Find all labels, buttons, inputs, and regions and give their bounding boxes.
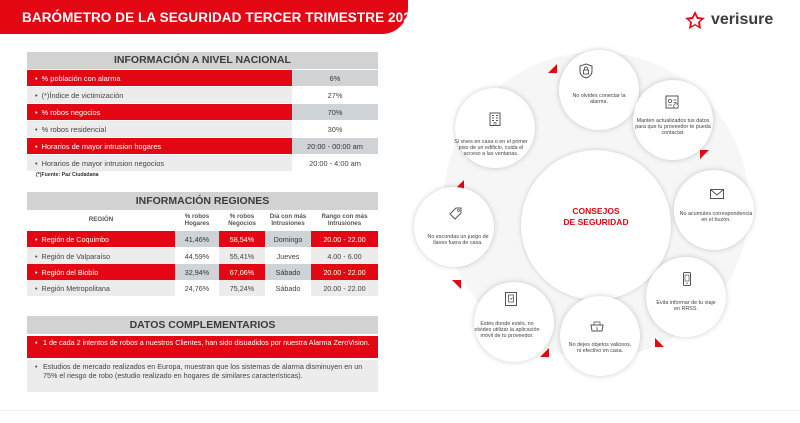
region-hogares: 44,59% xyxy=(175,248,219,264)
region-hogares: 32,94% xyxy=(175,264,219,280)
region-negocios: 58,54% xyxy=(229,234,255,244)
nacional-row-label: % robos residencial xyxy=(41,124,107,134)
tip-text: Estés donde estés, no olvides utilizar la aplicación móvil de tu proveedor. xyxy=(474,321,540,340)
region-negocios: 75,24% xyxy=(229,283,255,293)
region-negocios: 55,41% xyxy=(229,251,255,261)
header-bar xyxy=(0,0,419,34)
region-rango: 20.00 - 22.00 xyxy=(323,283,366,293)
nacional-row-value: 20:00 - 4:00 am xyxy=(292,155,378,171)
tip-text: No escondas un juego de llaves fuera de casa. xyxy=(427,234,489,247)
tip-card xyxy=(560,296,640,376)
nacional-row: • Horarios de mayor intrusion hogares 20:00 - 00:00 am xyxy=(27,138,378,154)
region-name: Región de Coquimbo xyxy=(41,234,110,244)
nacional-section-title: INFORMACIÓN A NIVEL NACIONAL xyxy=(27,52,378,69)
accent-triangle xyxy=(452,280,461,289)
page-title: BARÓMETRO DE LA SEGURIDAD TERCER TRIMESTRE 2020 xyxy=(22,10,419,25)
tip-text: Manten actualizados tus datos para que tu proveedor te pueda contactar. xyxy=(635,118,711,137)
table-row: • Región del Biobío 32,94% 67,06% Sábado 20.00 - 22.00 xyxy=(27,264,378,280)
table-row: • Región Metropolitana 24,76% 75,24% Sábado 20.00 - 22.00 xyxy=(27,280,378,296)
list-item: • 1 de cada 2 intentos de robos a nuestros Clientes, han sido disuadidos por nuestra Alarma ZeroVision. xyxy=(27,336,378,358)
region-dia: Domingo xyxy=(265,231,311,247)
mail-icon xyxy=(709,186,725,202)
nacional-row-value: 20:00 - 00:00 am xyxy=(292,138,378,154)
complementario-text: 1 de cada 2 intentos de robos a nuestros Clientes, han sido disuadidos por nuestra Alarma ZeroVision. xyxy=(43,338,370,347)
header-region: REGIÓN xyxy=(88,216,114,224)
verisure-logo-icon xyxy=(683,10,707,30)
region-rango: 20.00 - 22.00 xyxy=(323,234,366,244)
nacional-row-value: 6% xyxy=(292,70,378,86)
regiones-section-title: INFORMACIÓN REGIONES xyxy=(27,192,378,210)
nacional-row-label: Horarios de mayor intrusion hogares xyxy=(41,141,162,151)
accent-triangle xyxy=(548,64,557,73)
lock-icon xyxy=(578,63,594,79)
region-name: Región de Valparaíso xyxy=(41,251,111,261)
list-item: • Estudios de mercado realizados en Europa, muestran que los sistemas de alarma disminuyen en un 75% el riesgo de robo (estudio realizado en hogares de similares características). xyxy=(27,360,378,392)
brand-logo xyxy=(683,9,773,31)
tip-card xyxy=(414,187,494,267)
region-dia: Jueves xyxy=(265,248,311,264)
table-row: • Región de Valparaíso 44,59% 55,41% Jueves 4.00 - 6.00 xyxy=(27,248,378,264)
accent-triangle xyxy=(655,338,664,347)
complementarios-section-title: DATOS COMPLEMENTARIOS xyxy=(27,316,378,334)
table-row: • Región de Coquimbo 41,46% 58,54% Domingo 20.00 - 22.00 xyxy=(27,231,378,247)
nacional-row-value: 30% xyxy=(292,121,378,137)
complementario-text: Estudios de mercado realizados en Europa, muestran que los sistemas de alarma disminuyen en un 75% el riesgo de robo (estudio realizado en hogares de similares características). xyxy=(43,362,363,380)
svg-text:$: $ xyxy=(595,325,599,331)
accent-triangle xyxy=(700,150,709,159)
nacional-row: • % población con alarma 6% xyxy=(27,70,378,86)
region-rango: 20.00 - 22.00 xyxy=(323,267,366,277)
nacional-row-label: Horarios de mayor intrusion negocios xyxy=(41,158,165,168)
tip-text: Si vives en casa o en el primer piso de un edificio, cuida el acceso a las ventanas. xyxy=(454,139,528,158)
tip-text: No olvides conectar la alarma. xyxy=(572,93,626,106)
nacional-row-label: (*)Índice de victimización xyxy=(41,90,124,100)
phone-icon xyxy=(679,271,695,287)
nacional-row: • % robos residencial 30% xyxy=(27,121,378,137)
nacional-row-label: % población con alarma xyxy=(41,73,121,83)
nacional-row-value: 70% xyxy=(292,104,378,120)
header-rango: Rango con más Intrusiones xyxy=(321,212,368,227)
consejos-title-line1: CONSEJOS xyxy=(572,206,620,216)
key-tag-icon xyxy=(447,205,463,221)
mobile-app-icon xyxy=(503,291,519,307)
brand-name: verisure xyxy=(711,11,774,28)
tip-text: No dejes objetos valiosos, ni efectivo en casa. xyxy=(568,342,632,355)
nacional-row: • Horarios de mayor intrusion negocios 20:00 - 4:00 am xyxy=(27,155,378,171)
consejos-title-line2: DE SEGURIDAD xyxy=(563,217,629,227)
region-dia: Sábado xyxy=(265,280,311,296)
region-dia: Sábado xyxy=(265,264,311,280)
source-note: (*)Fuente: Paz Ciudadana xyxy=(36,172,99,178)
nacional-row-value: 27% xyxy=(292,87,378,103)
region-name: Región del Biobío xyxy=(41,267,99,277)
tip-card xyxy=(559,50,639,130)
tip-card xyxy=(674,170,754,250)
nacional-row-label: % robos negocios xyxy=(41,107,101,117)
region-hogares: 24,76% xyxy=(175,280,219,296)
regiones-table-header xyxy=(27,212,378,229)
building-icon xyxy=(487,111,503,127)
nacional-row: • % robos negocios 70% xyxy=(27,104,378,120)
region-negocios: 67,06% xyxy=(229,267,255,277)
region-rango: 4.00 - 6.00 xyxy=(327,251,362,261)
wallet-icon xyxy=(589,319,605,335)
header-dia: Día con más Intrusiones xyxy=(269,212,307,227)
tip-text: Evita informar de tu viaje en RRSS. xyxy=(656,300,716,313)
header-robos-hogares: % robos Hogares xyxy=(184,212,210,227)
consejos-title xyxy=(521,206,671,228)
header-robos-negocios: % robos Negocios xyxy=(228,212,256,227)
tip-card xyxy=(646,257,726,337)
nacional-row: • (*)Índice de victimización 27% xyxy=(27,87,378,103)
bottom-divider xyxy=(0,410,800,411)
region-name: Región Metropolitana xyxy=(41,283,110,293)
tip-text: No acumules correspondencia en el buzón. xyxy=(679,211,753,224)
id-card-icon xyxy=(664,94,680,110)
region-hogares: 41,46% xyxy=(175,231,219,247)
